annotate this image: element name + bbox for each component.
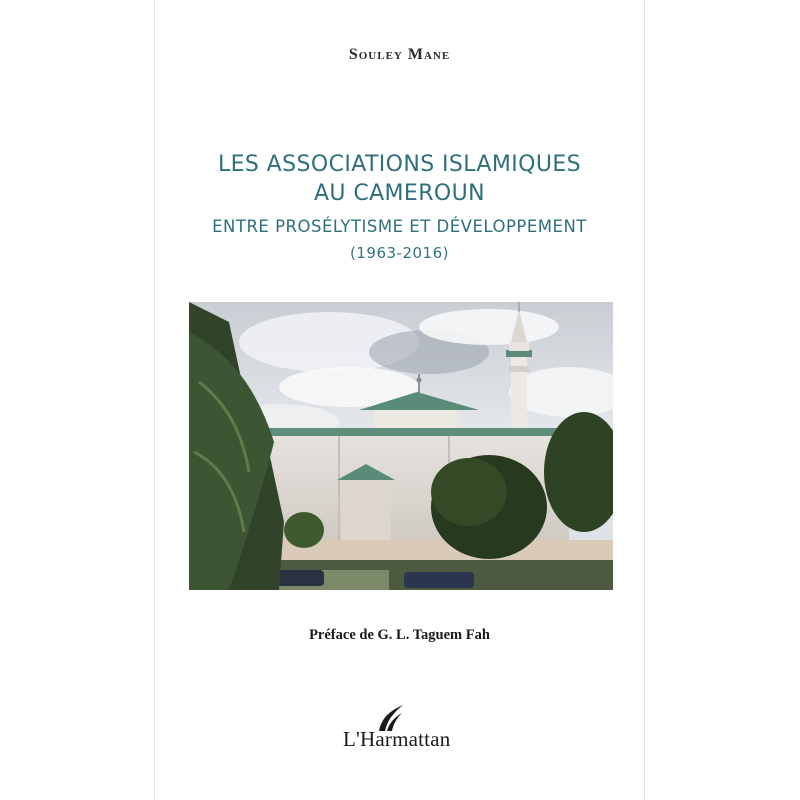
publisher-logo <box>343 705 503 755</box>
preface-credit: Préface de G. L. Taguem Fah <box>309 627 490 643</box>
author-name: Souley Mane <box>348 46 451 63</box>
title-line-1: LES ASSOCIATIONS ISLAMIQUES <box>217 152 582 177</box>
title-line-2: AU CAMEROUN <box>313 181 485 206</box>
date-range: (1963-2016) <box>350 244 449 262</box>
book-cover <box>155 0 644 800</box>
subtitle: ENTRE PROSÉLYTISME ET DÉVELOPPEMENT <box>212 217 587 236</box>
mosque-photo <box>189 302 613 590</box>
publisher-name: L'Harmattan <box>343 727 451 751</box>
